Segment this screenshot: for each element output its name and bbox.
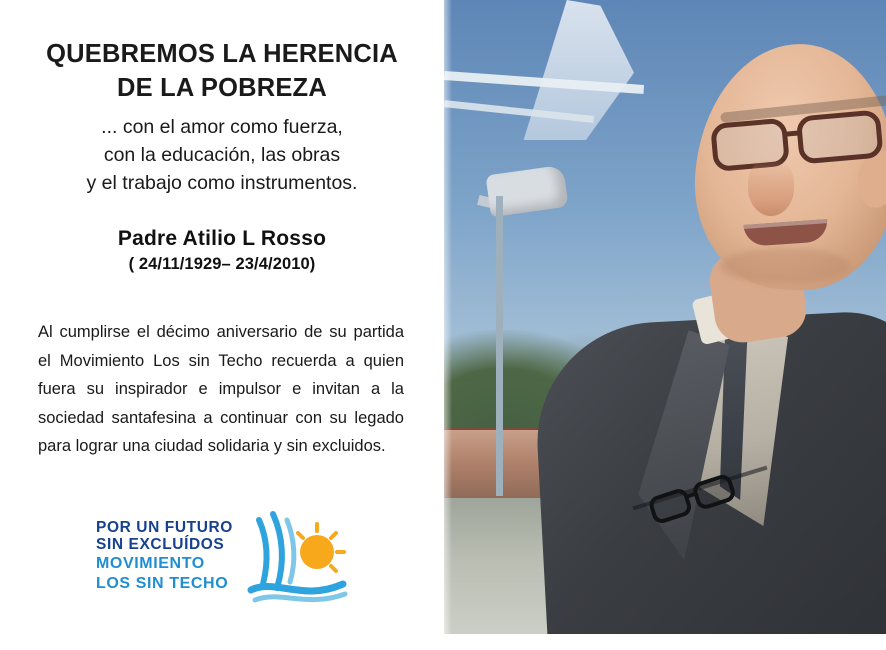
body-copy: [38, 318, 404, 460]
right-lens: [796, 109, 884, 164]
sun-and-waves-logo-icon: [245, 504, 349, 608]
pocket-right-lens: [691, 472, 738, 511]
logo-tagline-line-1: POR UN FUTURO: [96, 518, 233, 536]
subtitle: [26, 114, 418, 197]
author-dates: ( 24/11/1929– 23/4/2010): [128, 255, 316, 274]
nose: [748, 160, 794, 216]
logo-wordmark: [96, 519, 233, 594]
logo-tagline-line-2: SIN EXCLUÍDOS: [96, 536, 225, 554]
author-block: [26, 227, 418, 274]
headline-line-1: QUEBREMOS LA HERENCIA: [46, 40, 398, 68]
logo-name-line-1: MOVIMIENTO: [96, 555, 205, 573]
headline-line-2: DE LA POBREZA: [117, 73, 327, 102]
pocket-left-lens: [647, 487, 694, 526]
author-name: Padre Atilio L Rosso: [117, 227, 327, 251]
photo-bottom-strip: [444, 634, 886, 650]
subtitle-line-2: con la educación, las obras: [103, 144, 341, 166]
page-title: [34, 38, 410, 105]
photo-edge-fade: [444, 0, 452, 650]
subtitle-line-3: y el trabajo como instrumentos.: [86, 171, 358, 194]
chin-shadow: [720, 248, 850, 284]
lamp-pole: [496, 196, 503, 496]
body-paragraph: Al cumplirse el décimo aniversario de su partida el Movimiento Los sin Techo recuerda a quien fuera su inspirador e impulsor e invitan a la sociedad santafesina a continuar con su legado para lograr una ciudad solidaria y sin excluidos.: [38, 323, 404, 455]
subtitle-line-1: ... con el amor como fuerza,: [101, 116, 343, 139]
portrait-of-elderly-priest-photo: [444, 0, 886, 650]
logo-name-line-2: LOS SIN TECHO: [96, 575, 229, 593]
organization-logo: [96, 504, 349, 608]
